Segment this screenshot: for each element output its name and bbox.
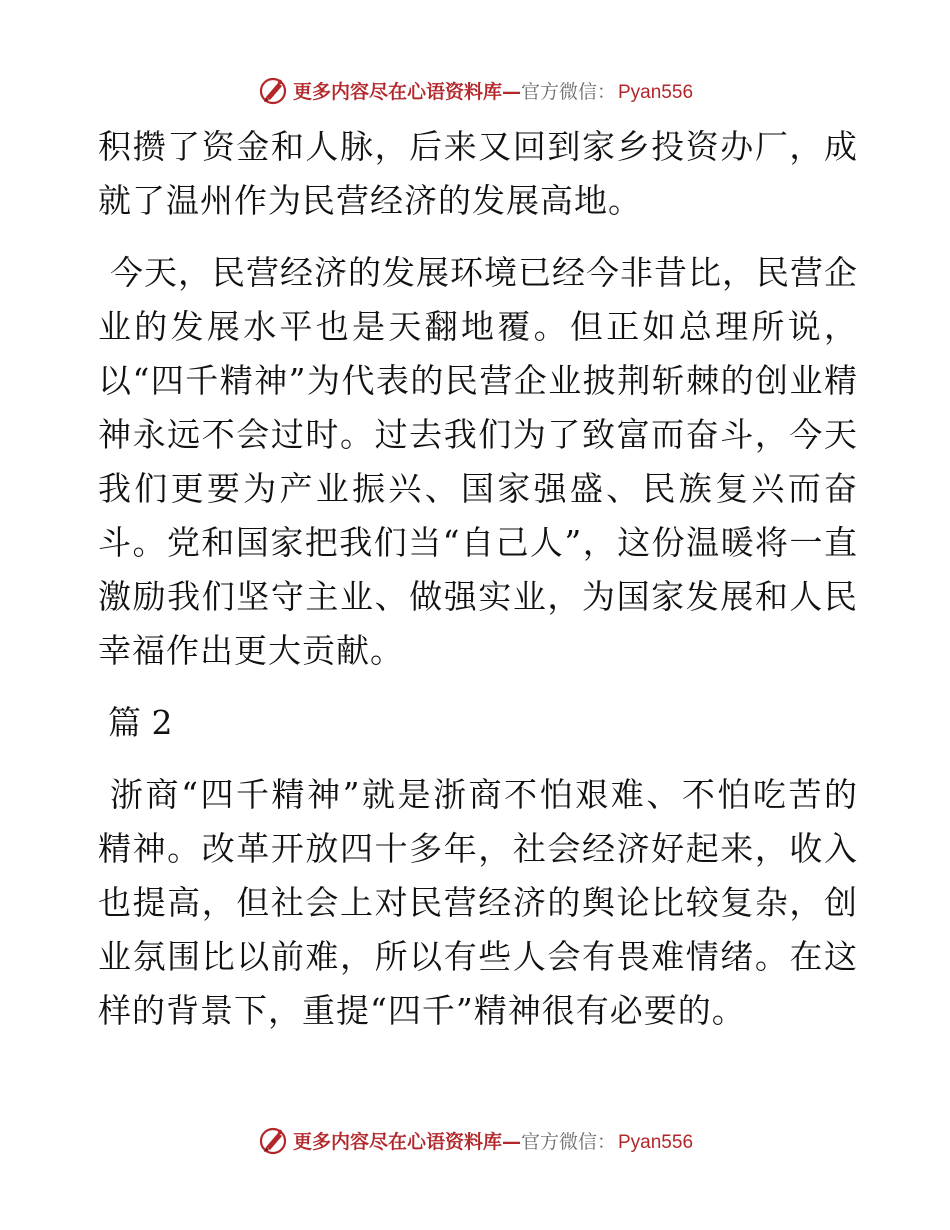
- banner-wechat-label: 官方微信：: [520, 1130, 616, 1153]
- section-heading: 篇 2: [108, 703, 173, 742]
- paragraph-1: 积攒了资金和人脉，后来又回到家乡投资办厂，成就了温州作为民营经济的发展高地。: [98, 127, 858, 220]
- banner-main-text: 更多内容尽在心语资料库—: [292, 80, 521, 103]
- paragraph-2: 今天，民营经济的发展环境已经今非昔比，民营企业的发展水平也是天翻地覆。但正如总理所说，以“四千精神”为代表的民营企业披荆斩棘的创业精神永远不会过时。过去我们为了致富而奋斗，今天我们更要为产业振兴、国家强盛、民族复兴而奋斗。党和国家把我们当“自己人”，这份温暖将一直激励我们坚守主业、做强实业，为国家发展和人民幸福作出更大贡献。: [98, 253, 858, 670]
- banner-text: [293, 77, 693, 104]
- header-banner: [0, 70, 950, 110]
- banner-main-text: 更多内容尽在心语资料库—: [292, 1130, 521, 1153]
- banner-text: [293, 1127, 693, 1154]
- document-body: [98, 120, 858, 1056]
- banner-wechat-label: 官方微信：: [520, 80, 616, 103]
- paragraph-3: 浙商“四千精神”就是浙商不怕艰难、不怕吃苦的精神。改革开放四十多年，社会经济好起来，收入也提高，但社会上对民营经济的舆论比较复杂，创业氛围比以前难，所以有些人会有畏难情绪。在这样的背景下，重提“四千”精神很有必要的。: [98, 775, 858, 1030]
- pen-circle-logo-icon: [257, 1124, 289, 1156]
- banner-wechat-id: Pyan556: [618, 81, 694, 103]
- footer-banner: [0, 1120, 950, 1160]
- pen-circle-logo-icon: [257, 74, 289, 106]
- banner-wechat-id: Pyan556: [618, 1131, 694, 1153]
